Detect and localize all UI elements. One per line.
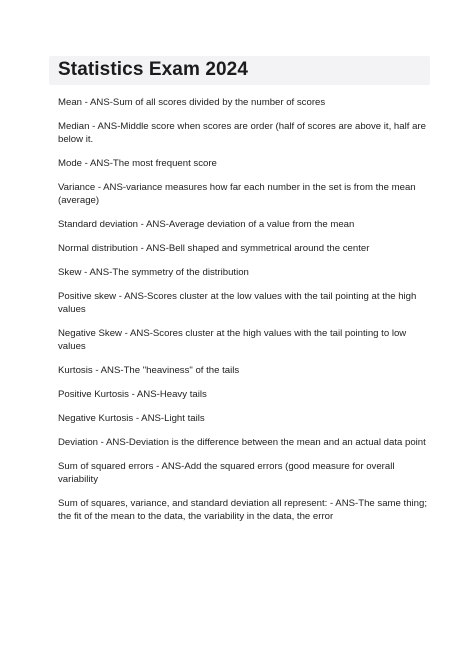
term-entry-sum-of-squares: Sum of squares, variance, and standard deviation all represent: - ANS-The same thing; the fit of the mean to the data, the variability in the data, the error (58, 498, 428, 522)
term-entry-sum-of-squared-errors: Sum of squared errors - ANS-Add the squared errors (good measure for overall variability (58, 461, 395, 485)
term-entry-positive-skew: Positive skew - ANS-Scores cluster at the low values with the tail pointing at the high values (58, 291, 417, 315)
term-entry-median: Median - ANS-Middle score when scores are order (half of scores are above it, half are below it. (58, 121, 426, 145)
term-entry-negative-kurtosis: Negative Kurtosis - ANS-Light tails (58, 413, 205, 424)
term-entry-standard-deviation: Standard deviation - ANS-Average deviation of a value from the mean (58, 219, 355, 230)
term-entry-deviation: Deviation - ANS-Deviation is the difference between the mean and an actual data point (58, 437, 426, 448)
term-entry-skew: Skew - ANS-The symmetry of the distribution (58, 267, 249, 278)
term-entry-positive-kurtosis: Positive Kurtosis - ANS-Heavy tails (58, 389, 207, 400)
term-entry-normal-distribution: Normal distribution - ANS-Bell shaped and symmetrical around the center (58, 243, 370, 254)
page-title: Statistics Exam 2024 (58, 59, 249, 80)
term-list (58, 96, 430, 534)
term-entry-kurtosis: Kurtosis - ANS-The "heaviness" of the tails (58, 365, 240, 376)
term-entry-mean: Mean - ANS-Sum of all scores divided by the number of scores (58, 97, 326, 108)
term-entry-negative-skew: Negative Skew - ANS-Scores cluster at the high values with the tail pointing to low values (58, 328, 407, 352)
term-entry-mode: Mode - ANS-The most frequent score (58, 158, 217, 169)
term-entry-variance: Variance - ANS-variance measures how far each number in the set is from the mean (average) (58, 182, 416, 206)
